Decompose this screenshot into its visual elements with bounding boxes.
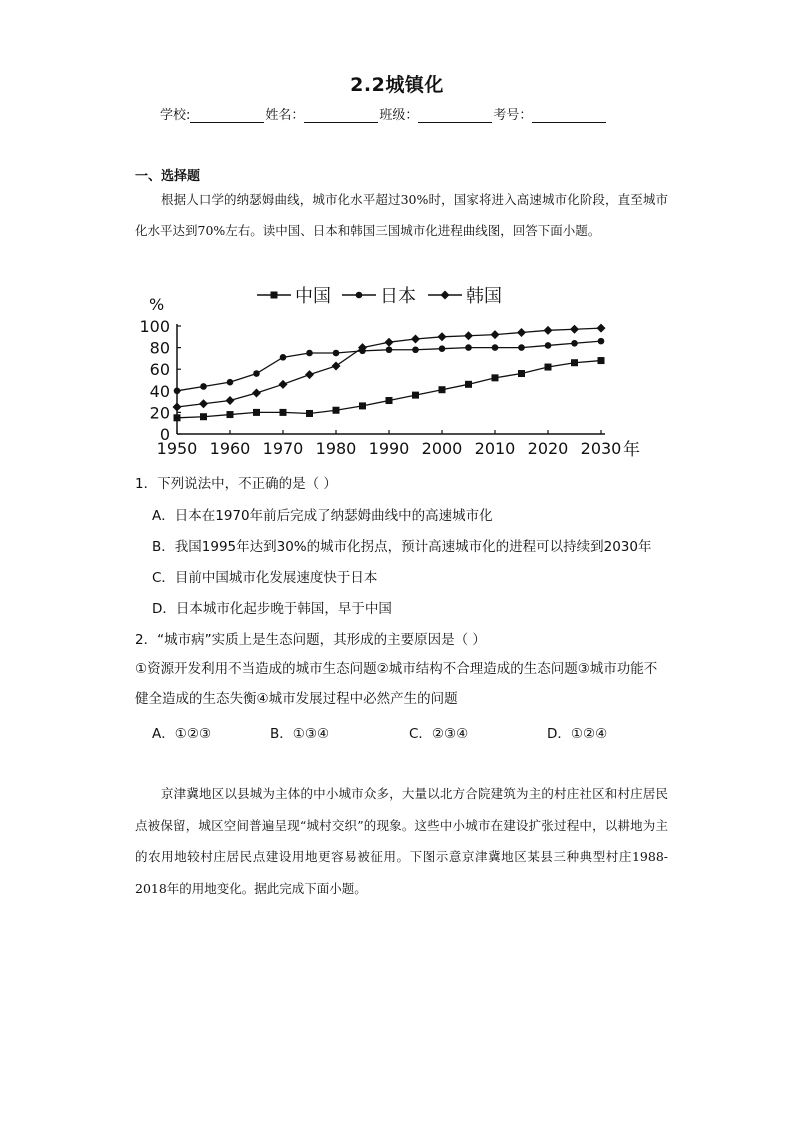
data-point bbox=[439, 386, 446, 393]
data-point bbox=[412, 346, 419, 353]
data-point bbox=[279, 380, 288, 389]
y-tick-label: 80 bbox=[149, 338, 170, 358]
x-tick-label: 2020 bbox=[527, 439, 569, 458]
data-point bbox=[492, 374, 499, 381]
section-heading: 一、选择题 bbox=[135, 169, 201, 184]
data-point bbox=[280, 354, 287, 361]
data-point bbox=[306, 410, 313, 417]
data-point bbox=[253, 409, 260, 416]
legend-marker bbox=[356, 292, 363, 299]
urbanization-chart bbox=[125, 282, 655, 462]
exam-number-field bbox=[493, 104, 607, 123]
chart-svg bbox=[125, 282, 655, 462]
data-point bbox=[333, 407, 340, 414]
x-tick-label: 1950 bbox=[156, 439, 198, 458]
x-tick-label: 1980 bbox=[315, 439, 357, 458]
data-point bbox=[253, 370, 260, 377]
data-point bbox=[464, 331, 473, 340]
data-point bbox=[226, 396, 235, 405]
data-point bbox=[545, 342, 552, 349]
data-point bbox=[518, 344, 525, 351]
q1-option-a[interactable]: A．日本在1970年前后完成了纳瑟姆曲线中的高速城市化 bbox=[152, 508, 493, 524]
school-field bbox=[160, 104, 265, 123]
y-tick-label: 60 bbox=[149, 360, 170, 380]
data-point bbox=[544, 326, 553, 335]
data-point bbox=[412, 392, 419, 399]
data-point bbox=[570, 325, 579, 334]
data-point bbox=[386, 346, 393, 353]
data-point bbox=[545, 364, 552, 371]
data-point bbox=[359, 402, 366, 409]
data-point bbox=[333, 350, 340, 357]
name-blank[interactable] bbox=[304, 108, 378, 123]
data-point bbox=[305, 370, 314, 379]
data-point bbox=[280, 409, 287, 416]
school-blank[interactable] bbox=[190, 108, 264, 123]
y-tick-label: 40 bbox=[149, 381, 170, 401]
x-axis-label: 年 bbox=[623, 440, 640, 460]
data-point bbox=[517, 328, 526, 337]
data-point bbox=[227, 411, 234, 418]
question-1-stem: 1．下列说法中，不正确的是（ ） bbox=[135, 476, 337, 492]
legend-label: 中国 bbox=[295, 286, 331, 307]
data-point bbox=[173, 403, 182, 412]
question-2-body: ①资源开发利用不当造成的城市生态问题②城市结构不合理造成的生态问题③城市功能不健全造成的生态失衡④城市发展过程中必然产生的问题 bbox=[135, 661, 658, 707]
data-point bbox=[491, 330, 500, 339]
q1-option-b[interactable]: B．我国1995年达到30%的城市化拐点，预计高速城市化的进程可以持续到2030年 bbox=[152, 539, 652, 555]
data-point bbox=[518, 370, 525, 377]
data-point bbox=[200, 413, 207, 420]
data-point bbox=[332, 361, 341, 370]
school-label: 学校: bbox=[160, 108, 191, 123]
q1-option-d[interactable]: D．日本城市化起步晚于韩国，早于中国 bbox=[152, 601, 392, 617]
name-field bbox=[265, 104, 379, 123]
class-label: 班级： bbox=[379, 108, 419, 123]
y-tick-label: 20 bbox=[149, 403, 170, 423]
name-label: 姓名： bbox=[265, 108, 305, 123]
data-point bbox=[598, 357, 605, 364]
data-point bbox=[386, 397, 393, 404]
x-tick-label: 1990 bbox=[368, 439, 410, 458]
x-tick-label: 2010 bbox=[474, 439, 516, 458]
y-tick-label: 100 bbox=[139, 317, 170, 336]
y-tick-label: 0 bbox=[159, 425, 170, 444]
data-point bbox=[200, 383, 207, 390]
data-point bbox=[385, 338, 394, 347]
exam-number-blank[interactable] bbox=[532, 108, 606, 123]
data-point bbox=[306, 350, 313, 357]
data-point bbox=[598, 338, 605, 345]
page-title: 2.2城镇化 bbox=[350, 74, 444, 96]
class-blank[interactable] bbox=[418, 108, 492, 123]
data-point bbox=[571, 359, 578, 366]
x-tick-label: 1960 bbox=[209, 439, 251, 458]
x-tick-label: 1970 bbox=[262, 439, 304, 458]
data-point bbox=[571, 340, 578, 347]
legend-label: 日本 bbox=[380, 286, 416, 307]
data-point bbox=[439, 345, 446, 352]
q2-choice-d[interactable]: D．①②④ bbox=[547, 726, 608, 742]
data-point bbox=[597, 324, 606, 333]
data-point bbox=[174, 388, 181, 395]
q1-option-c[interactable]: C．目前中国城市化发展速度快于日本 bbox=[152, 570, 378, 586]
data-point bbox=[199, 399, 208, 408]
student-info-line bbox=[160, 104, 607, 123]
data-point bbox=[411, 334, 420, 343]
x-tick-label: 2030 bbox=[580, 439, 622, 458]
series-line-0 bbox=[177, 361, 601, 418]
q2-choice-b[interactable]: B．①③④ bbox=[270, 726, 330, 742]
passage-2: 京津冀地区以县城为主体的中小城市众多，大量以北方合院建筑为主的村庄社区和村庄居民点被保留，城区空间普遍呈现“城村交织”的现象。这些中小城市在建设扩张过程中，以耕地为主的农用地较村庄居民点建设用地更容易被征用。下图示意京津冀地区某县三种典型村庄1988-2018年的用地变化。据此完成下面小题。 bbox=[135, 786, 668, 896]
question-2-stem: 2．“城市病”实质上是生态问题，其形成的主要原因是（ ） bbox=[135, 632, 486, 648]
legend-label: 韩国 bbox=[466, 286, 502, 307]
data-point bbox=[174, 414, 181, 421]
data-point bbox=[465, 381, 472, 388]
data-point bbox=[438, 332, 447, 341]
data-point bbox=[252, 388, 261, 397]
exam-number-label: 考号： bbox=[493, 108, 533, 123]
data-point bbox=[465, 344, 472, 351]
passage-1: 根据人口学的纳瑟姆曲线，城市化水平超过30%时，国家将进入高速城市化阶段，直至城市化水平达到70%左右。读中国、日本和韩国三国城市化进程曲线图，回答下面小题。 bbox=[135, 192, 668, 238]
y-axis-label: % bbox=[149, 295, 165, 314]
q2-choice-c[interactable]: C．②③④ bbox=[409, 726, 469, 742]
class-field bbox=[379, 104, 493, 123]
legend-marker bbox=[441, 291, 450, 300]
x-tick-label: 2000 bbox=[421, 439, 463, 458]
data-point bbox=[492, 344, 499, 351]
legend-marker bbox=[271, 292, 278, 299]
q2-choice-a[interactable]: A．①②③ bbox=[152, 726, 212, 742]
data-point bbox=[227, 379, 234, 386]
